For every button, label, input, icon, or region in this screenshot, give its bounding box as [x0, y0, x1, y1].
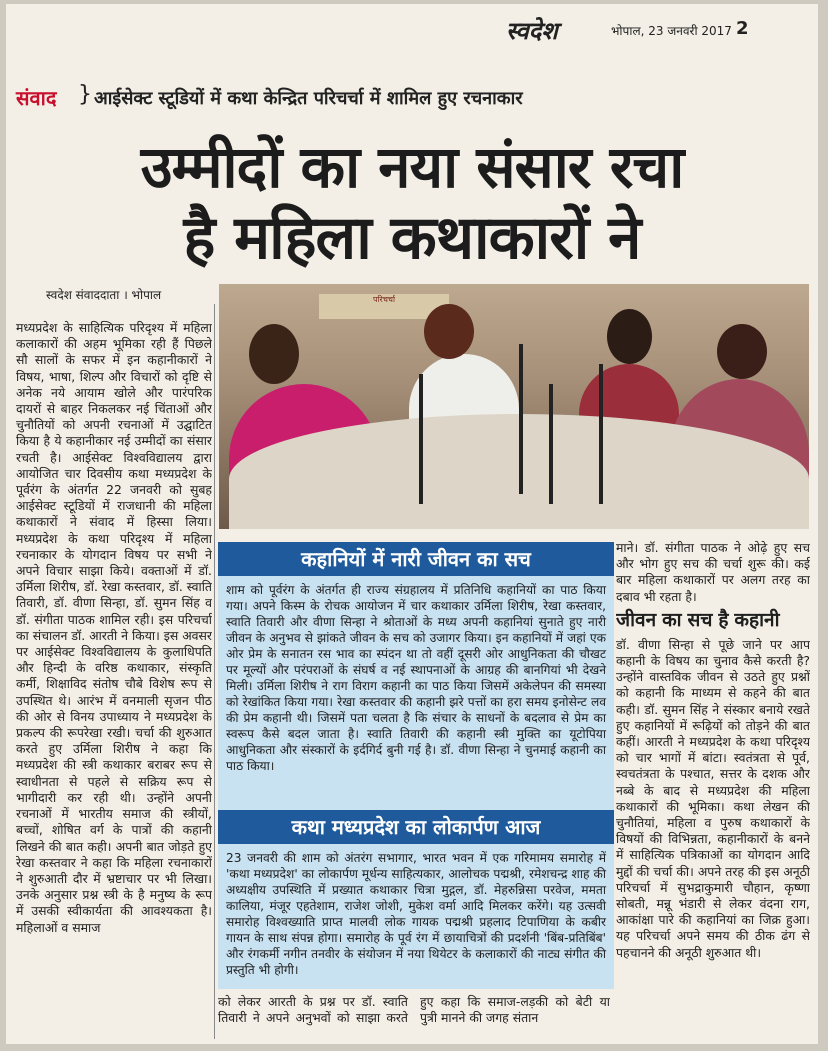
- box-body-women-life: शाम को पूर्वरंग के अंतर्गत ही राज्य संग्रहालय में प्रतिनिधि कहानियों का पाठ किया गया। अपने किस्म के रोचक आयोजन में चार कथाकार उर्मिला शिरीष, रेखा कस्तवार, स्वाति तिवारी और वीणा सिन्हा ने श्रोताओं के मध्य अपनी कहानियां सुनाते हुए नारी जीवन के अनुभव से झांकते जीवन के सच को उजागर किया। इन कहानियों में जहां एक ओर प्रेम के सनातन रस भाव का स्पंदन था तो वहीं दूसरी ओर आधुनिकता की चौखट पर मूल्यों और परंपराओं के संघर्ष व नई स्थापनाओं के आग्रह की बानगियां भी देखने मिली। उर्मिला शिरीष ने राग विराग कहानी का पाठ किया जिसमें अकेलेपन की समस्या को रेखांकित किया गया। रेखा कस्तवार की कहानी झरे पत्तों का हरा समय इनोसेन्ट लव की प्रेम कहानी थी। जिसमें पता चलता है कि संचार के साधनों के बदलाव से प्रेम का स्वरूप कैसे बदल जाता है। स्वाति तिवारी की कहानी स्त्री मुक्ति का यूटोपिया आधुनिकता और संस्कारों के इर्दगिर्द बुनी गई है। डॉ. वीणा सिन्हा ने चुनमाई कहानी का पाठ किया।: [218, 576, 614, 816]
- right-column-subhead: जीवन का सच है कहानी: [616, 608, 780, 631]
- masthead: [476, 14, 806, 44]
- dateline: भोपाल, 23 जनवरी 2017: [611, 24, 732, 38]
- middle-bottom-text: को लेकर आरती के प्रश्न पर डॉ. स्वाति तिवारी ने अपने अनुभवों को साझा करते हुए कहा कि समाज-लड़की को बेटी या पुत्री मानने की जगह संतान: [218, 994, 610, 1026]
- right-column-intro: माने। डॉ. संगीता पाठक ने ओढ़े हुए सच और भोग हुए सच की चर्चा शुरू की। कई बार महिला कथाकारों पर अलग तरह का दबाव भी रहता है।: [616, 540, 810, 604]
- left-column-text: मध्यप्रदेश के साहित्यिक परिदृश्य में महिला कलाकारों की अहम भूमिका रही हैं पिछले सौ सालों के सफर में इन कहानीकारों ने विषय, भाषा, शिल्प और विचारों को दृष्टि से अनेक नये आयाम खोले और पारंपरिक दायरों से बाहर निकलकर नई चिंताओं और चुनौतियों को अपनी रचनाओं में उद्घाटित किया है ये कहानीकार नई उम्मीदों का संसार रचती है। आईसेक्ट विश्वविद्यालय द्वारा आयोजित चार दिवसीय कथा मध्यप्रदेश के पूर्वरंग के अंतर्गत 22 जनवरी को सुबह आईसेक्ट स्टूडियों में राजधानी की महिला कथाकारों ने संवाद में हिस्सा लिया। मध्यप्रदेश के कथा परिदृश्य में महिला रचनाकार के योगदान विषय पर सभी ने अपने विचार साझा किये। वक्ताओं में डॉ. उर्मिला शिरीष, डॉ. रेखा कस्तवार, डॉ. स्वाति तिवारी, डॉ. वीणा सिन्हा, डॉ. सुमन सिंह व डॉ. संगीता पाठक शामिल रही। इस परिचर्चा का संचालन डॉ. आरती ने किया। इस अवसर पर आईसेक्ट विश्वविद्यालय के कुलाधिपति और हिन्दी के वरिष्ठ कथाकार, संस्कृति कर्मी, शिक्षाविद संतोष चौबे विशेष रूप से उपस्थित थे। आरंभ में वनमाली सृजन पीठ की ओर से विनय उपाध्याय ने मध्यप्रदेश के प्रकल्प की रूपरेखा रखी। चर्चा की शुरुआत करते हुए उर्मिला शिरीष ने कहा कि मध्यप्रदेश की स्त्री कथाकार बराबर रूप से स्वाधीनता से पहले से सक्रिय रूप से भागीदारी कर रही थी। उन्होंने अपनी रचनाओं में भारतीय समाज की स्त्रीयों, बच्चों, शोषित वर्ग के पात्रों की कहानी लिखने की बात कही। अपनी बात जोड़ते हुए रेखा कस्तवार ने कहा कि महिला रचनाकारों ने शुरुआती दौर में भ्रष्टाचार पर भी लिखा। उनके अनुसार प्रश्न स्त्री के है मनुष्य के रूप में उसकी स्वीकार्यता की आवश्यकता है। महिलाओं व समाज: [16, 320, 212, 935]
- speaker-head: [607, 309, 652, 364]
- newspaper-brand: स्वदेश: [506, 16, 558, 45]
- microphone: [519, 344, 523, 494]
- box-title-women-life: कहानियों में नारी जीवन का सच: [218, 542, 614, 576]
- microphone: [419, 374, 423, 504]
- section-tag: संवाद: [16, 86, 57, 110]
- headline-line-1: उम्मीदों का नया संसार रचा: [140, 133, 684, 201]
- headline-line-2: है महिला कथाकारों ने: [183, 203, 641, 273]
- column-rule: [214, 304, 215, 1039]
- microphone: [549, 384, 553, 504]
- newspaper-page: [6, 4, 818, 1044]
- right-column-body: डॉ. वीणा सिन्हा से पूछे जाने पर आप कहानी के विषय का चुनाव कैसे करती है? उन्होंने वास्तविक जीवन से उठते हुए प्रश्नों को कहानी कि माध्यम से कहने की बात कही। डॉ. सुमन सिंह ने संस्कार बनाये रखते हुए कहानियों में रूढ़ियों को तोड़ने की बात कहीं। आरती ने मध्यप्रदेश के कथा परिदृश्य को चार भागों में बांटा। स्वतंत्रता से पूर्व, स्वचतंत्रता के पश्चात, सत्तर के दशक और नब्बे के बाद से मध्यप्रदेश की महिला कथाकारों की भूमिका। कथा लेखन की चुनौतियां, महिला व पुरुष कथाकारों के विषयों की विभिन्नता, कहानीकारों के बनने में साहित्यिक पत्रिकाओं का योगदान आदि मुद्दों की चर्चा की। अपने तरह की इस अनूठी परिचर्चा में सुभद्राकुमारी चौहान, कृष्णा सोबती, मन्नू भंडारी से लेकर वंदना राग, आकांक्षा पारे की कहानियां का जिक्र हुआ। यह परिचर्चा अपने समय की ठीक ढंग से पहचानने की अनूठी शुरुआत थी।: [616, 636, 810, 960]
- kicker-text: आईसेक्ट स्टूडियों में कथा केन्द्रित परिचर्चा में शामिल हुए रचनाकार: [94, 88, 523, 109]
- section-brace: }: [78, 82, 92, 107]
- right-column: [616, 540, 810, 1036]
- page-number: 2: [736, 18, 749, 39]
- box-body-launch: 23 जनवरी की शाम को अंतरंग सभागार, भारत भवन में एक गरिमामय समारोह में 'कथा मध्यप्रदेश' का लोकार्पण मूर्धन्य साहित्यकार, आलोचक पद्मश्री, रमेशचन्द्र शाह की अध्यक्षीय उपस्थिति में प्रख्यात कथाकार चित्रा मुद्गल, डॉ. मेहरुन्निसा परवेज, ममता कालिया, मंजूर एहतेशाम, राजेश जोशी, मुकेश वर्मा आदि मिलकर करेंगे। यह उत्सवी समारोह विश्वख्याति प्राप्त मालवी लोक गायक पद्मश्री प्रहलाद टिपाणिया के कबीर गायन के साथ संपन्न होगा। समारोह के पूर्व रंग में छायाचित्रों की प्रदर्शनी 'बिंब-प्रतिबिंब' और रंगकर्मी नगीन तनवीर के संयोजन में नया थियेटर के कलाकारों की नाट्य संगीत की प्रस्तुति भी होगी।: [218, 844, 614, 989]
- panel-photo: [219, 284, 809, 529]
- microphone: [599, 364, 603, 504]
- box-title-launch: कथा मध्यप्रदेश का लोकार्पण आज: [218, 810, 614, 844]
- photo-banner: परिचर्चा: [319, 294, 449, 319]
- speaker-head: [717, 324, 767, 379]
- speaker-head: [424, 304, 474, 359]
- speaker-head: [249, 324, 299, 384]
- byline: स्वदेश संवाददाता । भोपाल: [46, 288, 162, 302]
- kicker: [16, 84, 806, 112]
